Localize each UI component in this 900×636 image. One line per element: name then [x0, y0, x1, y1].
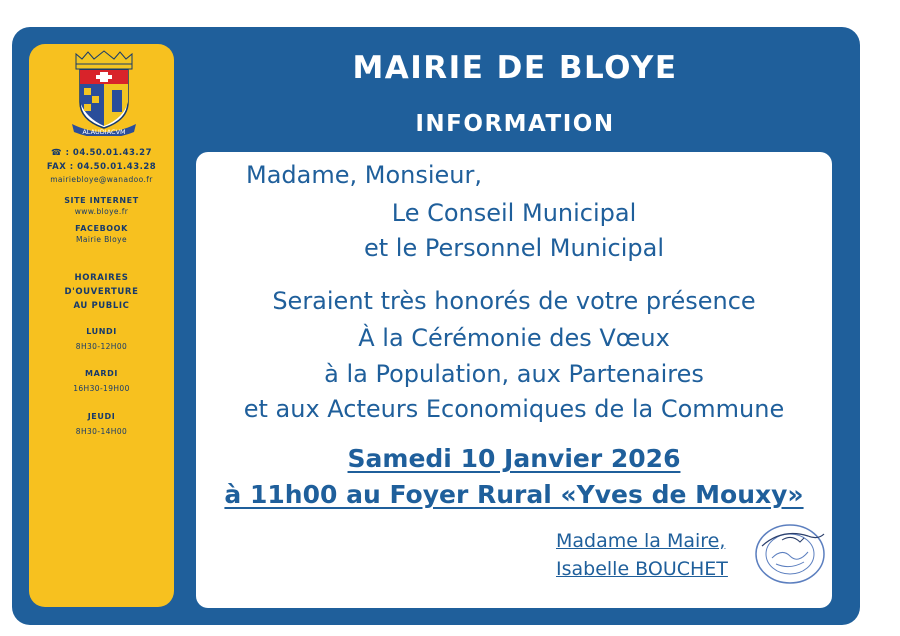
town-crest-logo	[68, 50, 140, 136]
day-label: LUNDI	[86, 327, 117, 336]
hours-title: AU PUBLIC	[73, 301, 130, 311]
day-hours: 8H30-12H00	[75, 342, 128, 351]
message-line: Le Conseil Municipal	[391, 199, 637, 227]
signature-title: Madame la Maire,	[556, 530, 726, 552]
message-line: à la Population, aux Partenaires	[324, 360, 704, 388]
day-label: JEUDI	[87, 412, 116, 421]
crest-motto: ALAUDIACVM	[82, 128, 126, 136]
greeting: Madame, Monsieur,	[246, 161, 483, 189]
hours-title: D'OUVERTURE	[64, 287, 139, 297]
signature-name: Isabelle BOUCHET	[556, 558, 728, 580]
message-line: et le Personnel Municipal	[363, 234, 665, 262]
event-place: à 11h00 au Foyer Rural «Yves de Mouxy»	[224, 480, 804, 509]
message-line: Seraient très honorés de votre présence	[272, 287, 756, 315]
event-date: Samedi 10 Janvier 2026	[347, 444, 681, 473]
day-hours: 8H30-14H00	[75, 427, 128, 436]
site-value: www.bloye.fr	[74, 207, 129, 216]
site-label: SITE INTERNET	[64, 196, 139, 205]
fax-number: FAX : 04.50.01.43.28	[46, 162, 157, 172]
day-hours: 16H30-19H00	[73, 384, 130, 393]
message-line: À la Cérémonie des Vœux	[358, 324, 670, 352]
day-label: MARDI	[85, 369, 118, 378]
mairie-stamp-icon	[752, 522, 828, 586]
page-subtitle: INFORMATION	[415, 111, 615, 137]
facebook-value: Mairie Bloye	[76, 235, 127, 244]
hours-title: HORAIRES	[74, 273, 129, 283]
page-title: MAIRIE DE BLOYE	[352, 50, 678, 86]
message-line: et aux Acteurs Economiques de la Commune	[243, 395, 785, 423]
phone-number: ☎ : 04.50.01.43.27	[51, 148, 152, 158]
facebook-label: FACEBOOK	[75, 224, 128, 233]
email-address: mairiebloye@wanadoo.fr	[50, 175, 153, 184]
